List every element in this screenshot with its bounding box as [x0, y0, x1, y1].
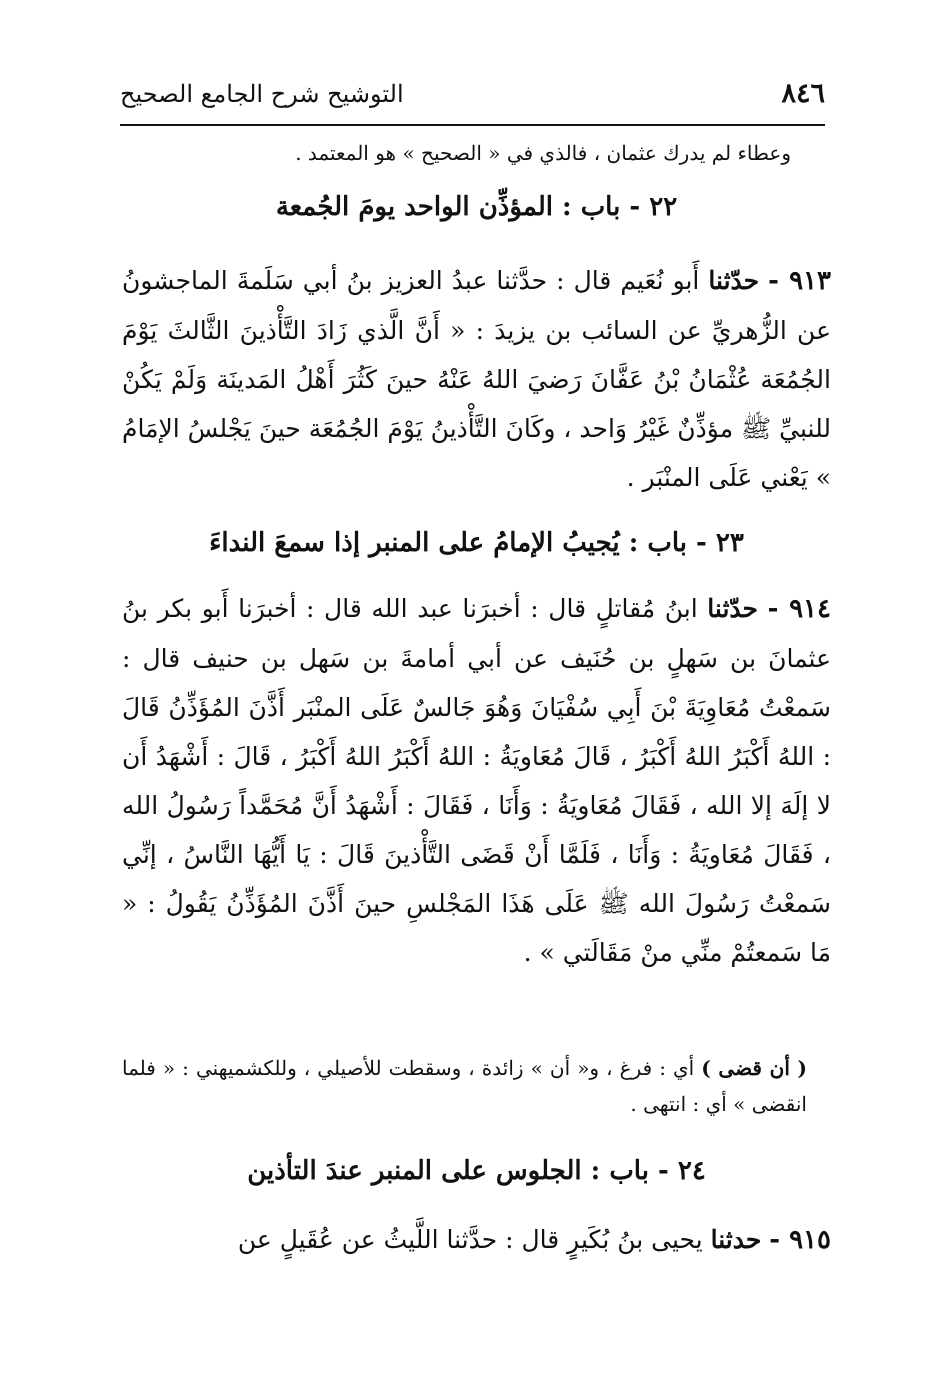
header-rule — [120, 124, 825, 126]
hadith-number: ٩١٥ - — [769, 1225, 831, 1255]
page-number: ٨٤٦ — [781, 78, 825, 109]
hadith-text: أَبو نُعَيم قال : حدَّثنا عبدُ العزيز بنُ أبي سَلَمةَ الماجشونُ عن الزُّهريِّ عن السائب بن يزيدَ : « أَنَّ الَّذي زَادَ التَّأْذينَ الثَّالثَ يَوْمَ الجُمُعَة عُثْمَانُ بْنُ عَفَّانَ رَضيَ اللهُ عَنْهُ حينَ كَثُرَ أَهْلُ المَدينَة وَلَمْ يَكُنْ للنبيِّ ﷺ مؤذِّنٌ غَيْرُ وَاحد ، وكَانَ التَّأْذينُ يَوْمَ الجُمُعَة حينَ يَجْلسُ الإمَامُ » يَعْني عَلَى المنْبَر . — [122, 266, 831, 492]
hadith-lead-word: حدّثنا — [707, 594, 758, 623]
hadith-number: ٩١٣ - — [768, 266, 831, 296]
hadith-914 — [122, 584, 831, 977]
hadith-text: ابنُ مُقاتلٍ قال : أخبرَنا عبد الله قال : أخبرَنا أَبو بكر بنُ عثمانَ بن سَهلٍ بن حُنَيف عن أبي أمامةَ بن سَهل بن حنيف قال : سَمعْتُ مُعَاوِيَةَ بْنَ أَبِي سُفْيَانَ وَهُوَ جَالسٌ عَلَى المنْبَر أَذَّنَ المُؤَذِّنُ قَالَ : اللهُ أَكْبَرُ اللهُ أَكْبَرُ ، قَالَ مُعَاويَةُ : اللهُ أَكْبَرُ اللهُ أَكْبَرُ ، قَالَ : أَشْهَدُ أَن لا إلَهَ إلا الله ، فَقَالَ مُعَاويَةُ : وَأَنَا ، فَقَالَ : أَشْهَدُ أَنَّ مُحَمَّداً رَسُولُ الله ، فَقَالَ مُعَاويَةُ : وَأَنَا ، فَلَمَّا أَنْ قَضَى التَّأْذينَ قَالَ : يَا أَيُّهَا النَّاسُ ، إنِّي سَمعْتُ رَسُولَ الله ﷺ عَلَى هَذَا المَجْلسِ حينَ أَذَّنَ المُؤَذِّنُ يَقُولُ : « مَا سَمعتُمْ منِّي منْ مَقَالَتي » . — [122, 594, 831, 967]
page-header — [120, 78, 825, 118]
intro-paragraph — [122, 136, 831, 170]
hadith-text: يحيى بنُ بُكَيرٍ قال : حدَّثنا اللَّيثُ عن عُقَيلٍ عن — [237, 1225, 703, 1254]
intro-text: وعطاء لم يدرك عثمان ، فالذي في « الصحيح » هو المعتمد . — [295, 141, 791, 165]
chapter-heading-24: ٢٤ - باب : الجلوس على المنبر عندَ التأذين — [247, 1156, 706, 1186]
hadith-913 — [122, 256, 831, 502]
running-title: التوشيح شرح الجامع الصحيح — [120, 80, 404, 108]
chapter-heading-23: ٢٣ - باب : يُجيبُ الإمامُ على المنبر إذا سمعَ النداءَ — [209, 528, 744, 558]
hadith-915 — [122, 1215, 831, 1265]
gloss-text: أي : فرغ ، و« أن » زائدة ، وسقطت للأصيلي ، وللكشميهني : « فلما انقضى » أي : انتهى . — [122, 1056, 807, 1116]
commentary-note — [122, 1050, 831, 1122]
chapter-heading-22: ٢٢ - باب : المؤذِّن الواحد يومَ الجُمعة — [275, 192, 678, 222]
hadith-lead-word: حدثنا — [710, 1225, 762, 1254]
hadith-lead-word: حدّثنا — [708, 266, 760, 295]
hadith-number: ٩١٤ - — [767, 594, 831, 624]
gloss-term: ( أن قضى ) — [701, 1056, 808, 1080]
